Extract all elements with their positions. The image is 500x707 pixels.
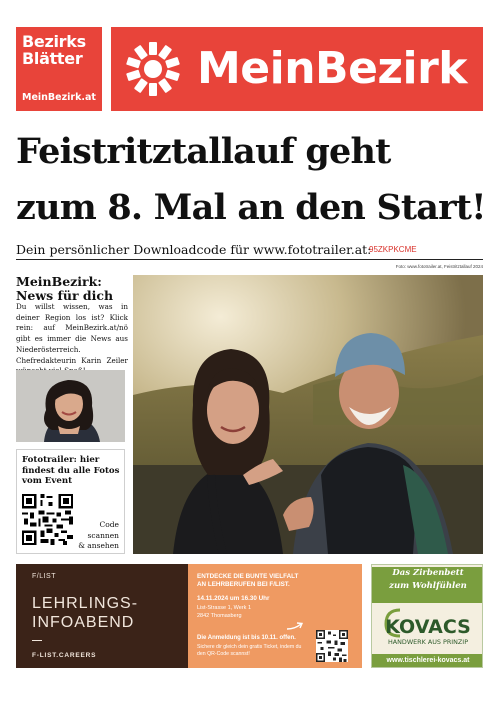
headline-line2: zum 8. Mal an den Start! — [16, 187, 486, 228]
flist-promo-line2: AN LEHRBERUFEN BEI F/LIST. — [197, 581, 290, 588]
scan-line3: & ansehen — [78, 541, 119, 550]
bezirksblaetter-logo — [16, 27, 102, 111]
photo-credit: Foto: www.fototrailer.at, Feistritztallauf 2024 — [395, 264, 483, 269]
flist-brand: F/LIST — [32, 573, 57, 580]
flist-ad-left — [16, 564, 188, 668]
scan-instruction — [73, 520, 119, 552]
bezirks-line1: Bezirks — [22, 32, 86, 51]
kovacs-advertisement[interactable] — [371, 564, 483, 668]
editor-portrait — [16, 370, 125, 442]
flist-address-line2: 2842 Thomasberg — [197, 612, 242, 619]
event-photo — [133, 275, 483, 554]
flist-headline-line2: INFOABEND — [32, 614, 135, 631]
meinbezirk-wordmark: MeinBezirk — [197, 43, 468, 94]
fototrailer-qr-code[interactable] — [22, 494, 73, 545]
news-body: Du willst wissen, was in deiner Region los ist? Klick rein: auf MeinBezirk.at/nö gibt es immer die News aus Niederösterreich. Chefredakteurin Karin Zeiler — [16, 302, 128, 365]
news-title-line2: News für dich — [16, 287, 114, 303]
news-title-line1: MeinBezirk: — [16, 274, 102, 289]
flist-qr-code[interactable] — [316, 630, 348, 662]
scan-line1: Code — [99, 520, 119, 529]
flist-promo-heading — [197, 573, 327, 589]
flist-headline — [32, 594, 138, 632]
sun-logo-icon — [125, 41, 181, 97]
flist-promo-line1: ENTDECKE DIE BUNTE VIELFALT — [197, 573, 299, 580]
kovacs-slogan-line1: Das Zirbenbett — [392, 568, 464, 578]
kovacs-slogan-line2: zum Wohlfühlen — [389, 581, 467, 591]
flist-ad-right — [188, 564, 362, 668]
download-code[interactable]: 95ZKPKCME — [369, 245, 417, 254]
meinbezirk-banner — [111, 27, 483, 111]
flist-ticket-note: Sichere dir gleich dein gratis Ticket, indem du den QR-Code scannst! — [197, 644, 302, 657]
flist-registration: Die Anmeldung ist bis 10.11. offen. — [197, 635, 296, 641]
download-code-row — [16, 242, 483, 260]
flist-headline-line1: LEHRLINGS- — [32, 595, 139, 612]
flist-url[interactable]: F-LIST.CAREERS — [32, 652, 97, 659]
fototrailer-title: Fototrailer: hier findest du alle Fotos vom Event — [22, 455, 120, 486]
headline — [16, 124, 486, 236]
flist-event-date: 14.11.2024 um 16.30 Uhr — [197, 595, 270, 602]
scan-line2: scannen — [87, 530, 119, 540]
kovacs-slogan — [372, 567, 483, 603]
flist-divider — [32, 640, 42, 641]
bezirks-line2: Blätter — [22, 49, 83, 68]
kovacs-logo — [380, 606, 476, 650]
flist-advertisement[interactable] — [16, 564, 362, 668]
fototrailer-box — [16, 449, 125, 554]
flist-address — [197, 605, 251, 620]
arrow-right-icon — [286, 621, 304, 631]
bezirks-url: MeinBezirk.at — [22, 92, 96, 103]
flist-address-line1: List-Strasse 1, Werk 1 — [197, 605, 251, 611]
kovacs-brand: KOVACS — [385, 616, 471, 638]
news-title — [16, 275, 128, 302]
headline-line1: Feistritztallauf geht — [16, 131, 391, 172]
kovacs-tagline: HANDWERK AUS PRINZIP — [387, 638, 469, 646]
download-text: Dein persönlicher Downloadcode für www.fototrailer.at: — [16, 242, 372, 257]
kovacs-url[interactable]: www.tischlerei-kovacs.at — [372, 654, 483, 667]
